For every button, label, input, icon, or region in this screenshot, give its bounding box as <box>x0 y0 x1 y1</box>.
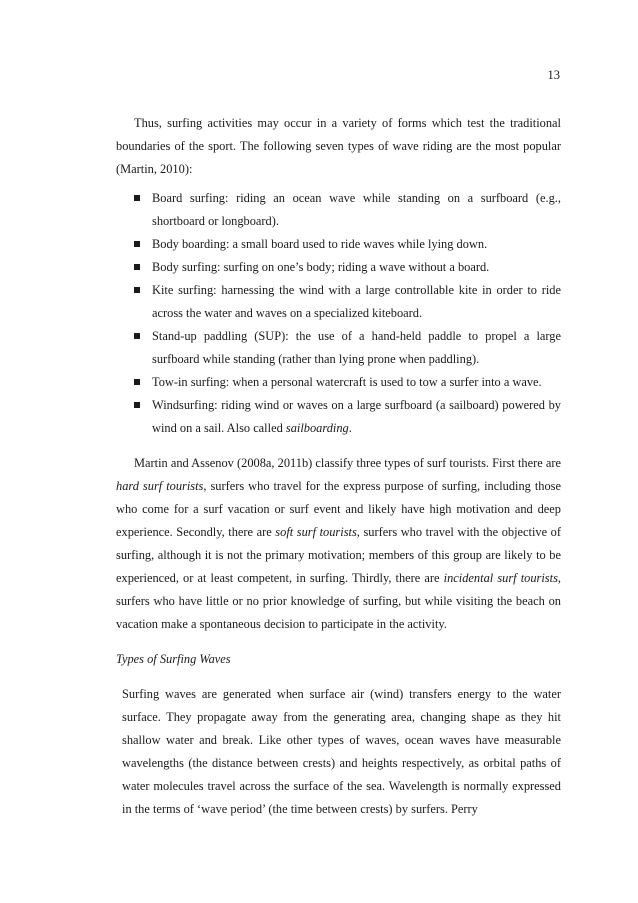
list-item <box>152 279 561 325</box>
square-bullet-icon <box>134 379 140 385</box>
square-bullet-icon <box>134 287 140 293</box>
tourists-text-part: , surfers who travel with the objective of surfing, although it is not the primary motivation; members of this group are likely to be experienced, or at least competent, in surfing. Thirdly, there are <box>116 525 561 585</box>
list-item-text: Body surfing: surfing on one’s body; riding a wave without a board. <box>152 260 490 274</box>
surfing-waves-paragraph: Surfing waves are generated when surface air (wind) transfers energy to the water surface. They propagate away from the generating area, changing shape as they hit shallow water and break. Like other types of waves, ocean waves have measurable wavelengths (the distance between crests) and heights respectively, as orbital paths of water molecules travel across the surface of the sea. Wavelength is normally expressed in the terms of ‘wave period’ (the time between crests) by surfers. Perry <box>122 687 561 816</box>
page-body <box>116 112 561 821</box>
wave-riding-types-list <box>116 187 561 440</box>
tourists-text-part: , surfers who have little or no prior knowledge of surfing, but while visiting the beach on vacation make a spontaneous decision to participate in the activity. <box>116 571 561 631</box>
page-number: 13 <box>547 68 560 82</box>
list-item <box>152 394 561 440</box>
term-hard-surf-tourists: hard surf tourists <box>116 479 204 493</box>
list-item-emphasis: sailboarding <box>285 421 349 435</box>
list-item-text: Board surfing: riding an ocean wave while standing on a surfboard (e.g., shortboard or longboard). <box>152 191 561 228</box>
tourists-text-part: , surfers who travel for the express purpose of surfing, including those who come for a surf vacation or surf event and likely have high motivation and deep experience. Secondly, there are <box>116 479 562 539</box>
term-soft-surf-tourists: soft surf tourists <box>275 525 357 539</box>
list-item <box>152 325 561 371</box>
list-item-text: Windsurfing: riding wind or waves on a large surfboard (a sailboard) powered by wind on a sail. Also called <box>152 398 561 435</box>
list-item-text: Stand-up paddling (SUP): the use of a hand-held paddle to propel a large surfboard while standing (rather than lying prone when paddling). <box>152 329 561 366</box>
square-bullet-icon <box>134 241 140 247</box>
list-item-suffix: . <box>348 421 352 435</box>
list-item <box>152 187 561 233</box>
tourists-text-part: Martin and Assenov (2008a, 2011b) classify three types of surf tourists. First there are <box>134 456 561 470</box>
list-item-text: Body boarding: a small board used to ride waves while lying down. <box>152 237 488 251</box>
list-item <box>152 371 561 394</box>
square-bullet-icon <box>134 195 140 201</box>
square-bullet-icon <box>134 333 140 339</box>
intro-paragraph: Thus, surfing activities may occur in a variety of forms which test the traditional boundaries of the sport. The following seven types of wave riding are the most popular (Martin, 2010): <box>116 116 561 176</box>
list-item <box>152 233 561 256</box>
list-item <box>152 256 561 279</box>
list-item-text: Tow-in surfing: when a personal watercraft is used to tow a surfer into a wave. <box>152 375 542 389</box>
square-bullet-icon <box>134 264 140 270</box>
term-incidental-surf-tourists: incidental surf tourists <box>443 571 558 585</box>
section-heading: Types of Surfing Waves <box>116 652 231 666</box>
square-bullet-icon <box>134 402 140 408</box>
list-item-text: Kite surfing: harnessing the wind with a large controllable kite in order to ride across the water and waves on a specialized kiteboard. <box>152 283 561 320</box>
surf-tourists-paragraph <box>116 452 561 636</box>
